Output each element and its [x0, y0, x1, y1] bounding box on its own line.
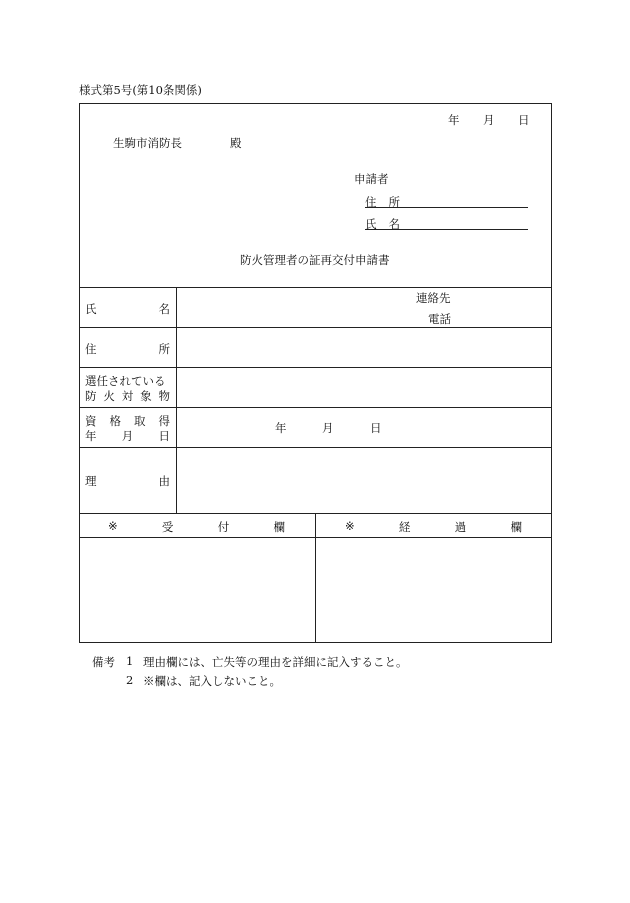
qualification-row-label-char: 月 — [121, 429, 134, 443]
progress-header-char: ※ — [345, 519, 355, 533]
progress-header-char: 経 — [398, 520, 411, 534]
target-row-label-char: 対 — [121, 389, 134, 403]
name-field[interactable] — [186, 290, 542, 324]
qualification-date-year: 年 — [275, 421, 287, 435]
reason-row-label — [85, 473, 170, 489]
address-row-label — [85, 341, 170, 357]
header-date-year: 年 — [448, 113, 460, 127]
reason-field[interactable] — [186, 450, 542, 510]
qualification-row-label-char: 年 — [85, 429, 97, 443]
reason-row-label-char: 理 — [85, 474, 97, 488]
reception-field — [81, 540, 313, 640]
name-row-label-char: 氏 — [85, 302, 97, 316]
honorific: 殿 — [230, 136, 242, 150]
note-number: 2 — [126, 673, 134, 687]
qualification-row-label-char: 資 — [85, 414, 97, 428]
target-row-label-char: 象 — [140, 389, 152, 403]
applicant-label: 申請者 — [354, 172, 389, 186]
qualification-row-label-char: 取 — [134, 414, 146, 428]
applicant-address-label-char: 住 — [365, 195, 377, 209]
address-row-label-char: 住 — [85, 342, 97, 356]
target-row-label-char: 物 — [158, 389, 170, 403]
progress-header-char: 欄 — [510, 520, 522, 534]
phone-label: 電話 — [428, 312, 451, 326]
applicant-name-label-char: 名 — [388, 217, 400, 231]
target-property-field[interactable] — [186, 370, 542, 404]
addressee: 生駒市消防長 — [113, 136, 182, 150]
target-row-label-line2 — [85, 388, 170, 404]
header-date-day: 日 — [518, 113, 530, 127]
target-row-label-char: 防 — [85, 389, 97, 403]
qualification-date-month: 月 — [322, 421, 334, 435]
qualification-row-label-char: 得 — [158, 414, 170, 428]
name-row-label — [85, 301, 170, 317]
reception-header-char: 受 — [161, 520, 174, 534]
reception-header-char: ※ — [108, 519, 118, 533]
reception-header-char: 付 — [217, 520, 230, 534]
row-divider — [79, 327, 552, 328]
progress-header — [345, 519, 522, 535]
note-text: 理由欄には、亡失等の理由を詳細に記入すること。 — [143, 655, 408, 669]
note-text: ※欄は、記入しないこと。 — [143, 674, 281, 688]
label-column-divider — [176, 287, 177, 513]
target-row-label-char: 火 — [103, 389, 115, 403]
row-divider — [79, 367, 552, 368]
progress-field — [318, 540, 550, 640]
applicant-address-label-char: 所 — [388, 195, 400, 209]
applicant-name-line[interactable] — [365, 229, 528, 230]
progress-header-char: 過 — [454, 520, 467, 534]
name-row-label-char: 名 — [158, 302, 170, 316]
note-number: 1 — [126, 654, 134, 668]
applicant-name-label-char: 氏 — [365, 217, 377, 231]
notes-label: 備考 — [92, 655, 115, 669]
form-title: 防火管理者の証再交付申請書 — [240, 253, 390, 267]
reception-header-char: 欄 — [273, 520, 285, 534]
qualification-row-label-line2 — [85, 428, 170, 444]
form-number-label: 様式第5号(第10条関係) — [79, 83, 202, 97]
qualification-date-day: 日 — [370, 421, 382, 435]
bottom-column-divider — [315, 513, 316, 643]
reason-row-label-char: 由 — [158, 474, 170, 488]
address-row-label-char: 所 — [158, 342, 170, 356]
reception-header — [108, 519, 285, 535]
contact-label: 連絡先 — [416, 291, 451, 305]
address-field[interactable] — [186, 330, 542, 364]
row-divider — [79, 407, 552, 408]
applicant-address-line[interactable] — [365, 207, 528, 208]
qualification-row-label-line1 — [85, 413, 170, 429]
qualification-row-label-char: 日 — [158, 429, 170, 443]
row-divider — [79, 447, 552, 448]
qualification-row-label-char: 格 — [109, 414, 121, 428]
target-row-label-line1: 選任されている — [85, 374, 166, 388]
table-top-border — [79, 287, 552, 288]
header-date-month: 月 — [483, 113, 495, 127]
